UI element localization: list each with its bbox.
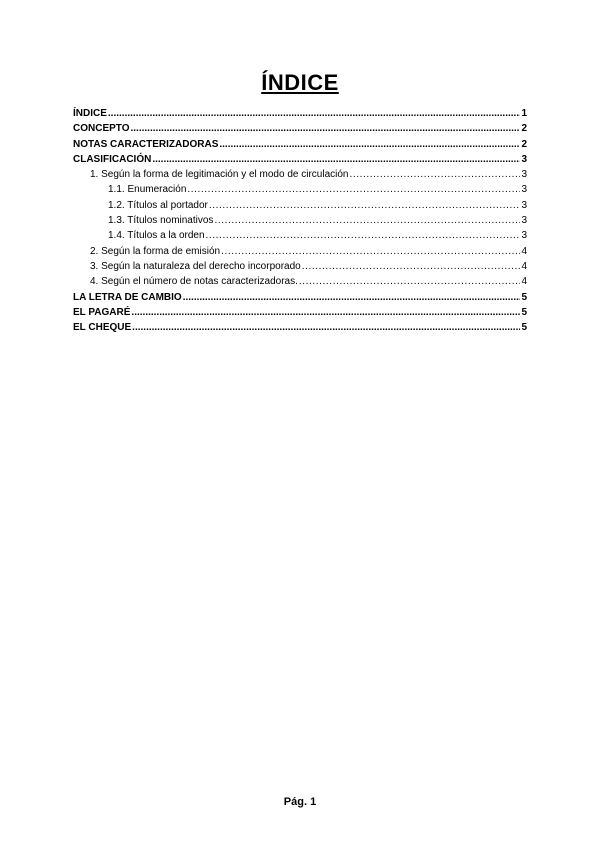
toc-entry[interactable] [73,213,527,228]
toc-entry-page-number: 3 [521,184,527,196]
toc-entry-label: 1.2. Títulos al portador [108,199,208,211]
table-of-contents [73,106,527,335]
toc-entry-label: 1. Según la forma de legitimación y el modo de circulación [90,169,349,181]
toc-entry[interactable] [73,228,527,243]
toc-leader-dots [219,137,520,152]
toc-entry-label: 1.4. Títulos a la orden [108,230,205,242]
toc-entry[interactable] [73,305,527,320]
toc-entry-label: EL CHEQUE [73,322,132,334]
toc-entry-label: EL PAGARÉ [73,306,131,318]
toc-entry-page-number: 5 [521,322,527,334]
toc-entry[interactable] [73,320,527,335]
toc-entry-page-number: 5 [521,306,527,318]
toc-entry[interactable] [73,259,527,274]
toc-leader-dots [131,305,520,320]
toc-entry-page-number: 5 [521,291,527,303]
toc-entry-label: 1.3. Títulos nominativos [108,215,214,227]
toc-entry-label: 1.1. Enumeración [108,184,187,196]
toc-leader-dots [131,121,521,136]
toc-entry-label: LA LETRA DE CAMBIO [73,291,182,303]
toc-entry-page-number: 4 [521,245,527,257]
toc-leader-dots [302,259,521,274]
toc-leader-dots [214,213,520,228]
toc-entry-page-number: 2 [521,123,527,135]
page-title: ÍNDICE [261,70,339,95]
toc-entry[interactable] [73,152,527,167]
toc-entry-label: 4. Según el número de notas caracterizadoras. [90,276,298,288]
toc-entry-page-number: 2 [521,138,527,150]
toc-entry[interactable] [73,290,527,305]
toc-entry-label: 3. Según la naturaleza del derecho incorporado [90,260,301,272]
toc-entry-page-number: 3 [521,153,527,165]
toc-entry-page-number: 3 [521,230,527,242]
toc-leader-dots [221,244,520,259]
toc-entry-label: NOTAS CARACTERIZADORAS [73,138,219,150]
toc-entry[interactable] [73,167,527,182]
toc-entry-page-number: 4 [521,260,527,272]
page-number-footer: Pág. 1 [283,796,317,808]
toc-leader-dots [152,152,520,167]
toc-entry-page-number: 4 [521,276,527,288]
toc-entry-page-number: 3 [521,199,527,211]
toc-leader-dots [299,274,521,289]
toc-leader-dots [187,182,520,197]
toc-leader-dots [132,320,520,335]
toc-entry[interactable] [73,182,527,197]
toc-entry-label: ÍNDICE [73,108,107,119]
toc-leader-dots [183,290,521,305]
toc-entry[interactable] [73,106,527,121]
toc-entry[interactable] [73,244,527,259]
toc-leader-dots [349,167,520,182]
toc-leader-dots [206,228,521,243]
toc-entry-page-number: 3 [521,169,527,181]
toc-leader-dots [209,198,521,213]
toc-entry[interactable] [73,274,527,289]
toc-leader-dots [108,106,521,121]
toc-entry-label: 2. Según la forma de emisión [90,245,221,257]
toc-entry-page-number: 1 [521,108,527,119]
toc-entry[interactable] [73,121,527,136]
toc-entry[interactable] [73,137,527,152]
toc-entry-label: CLASIFICACIÓN [73,153,152,165]
toc-entry-page-number: 3 [521,215,527,227]
toc-entry-label: CONCEPTO [73,123,130,135]
toc-entry[interactable] [73,198,527,213]
